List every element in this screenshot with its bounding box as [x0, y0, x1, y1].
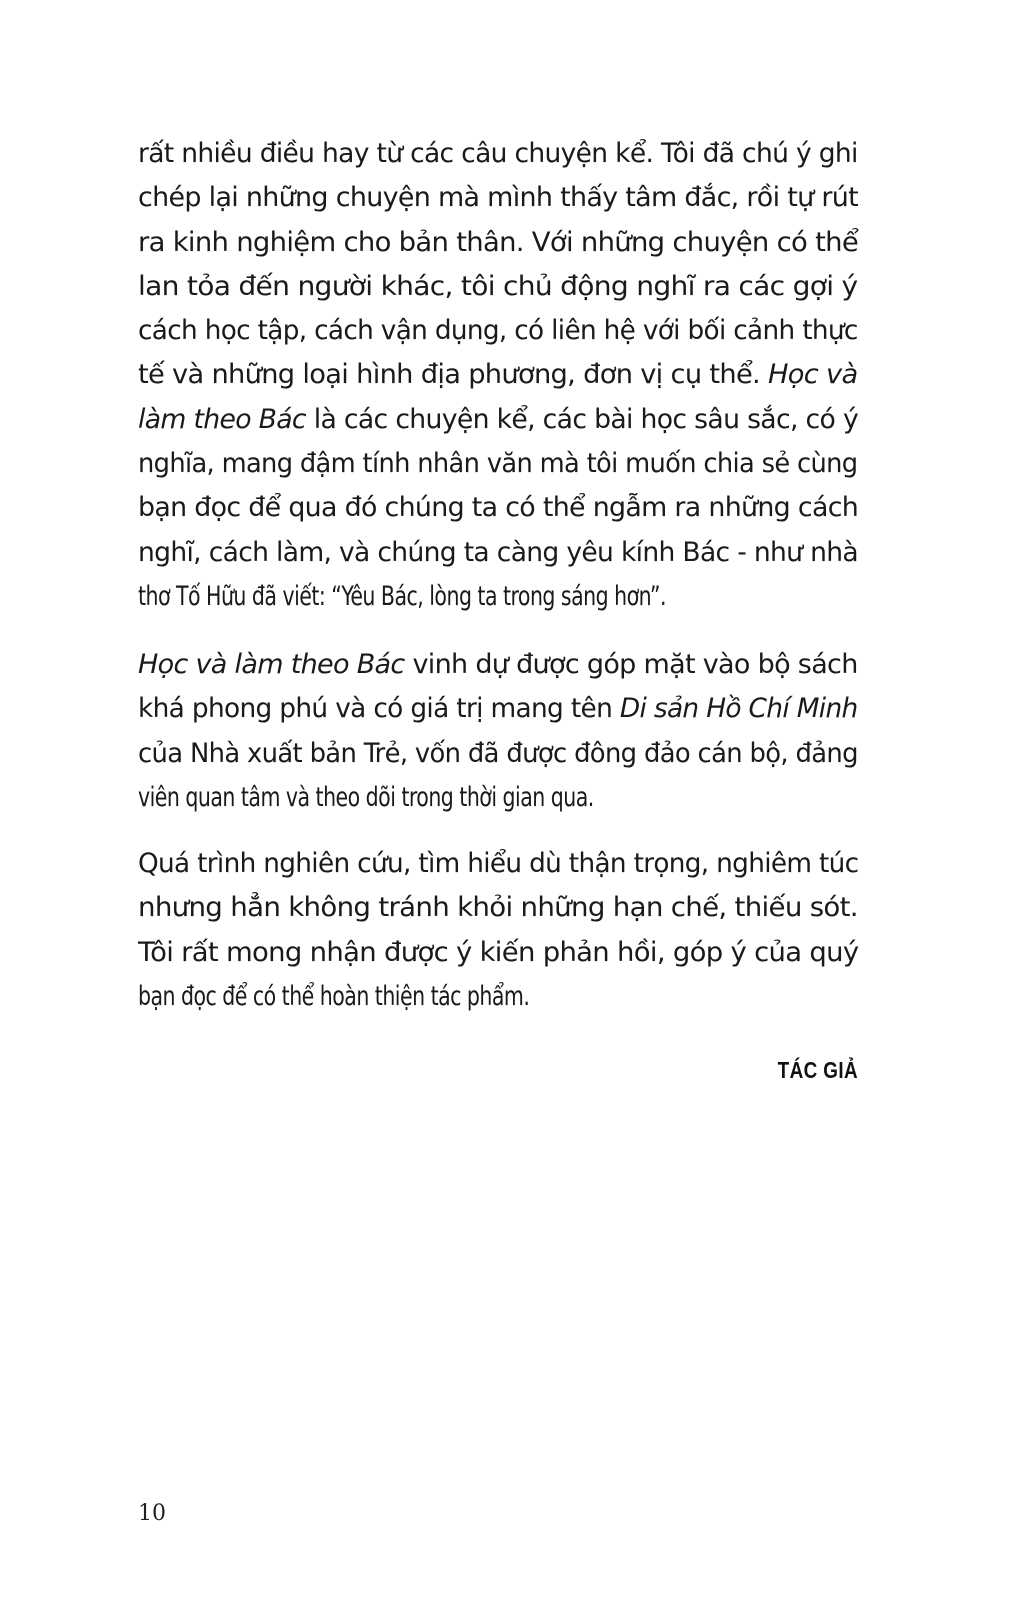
body-text: Tôi rất mong nhận được ý kiến phản hồi, góp ý của quý — [138, 936, 859, 968]
text-line — [138, 886, 858, 930]
paragraph-1 — [138, 132, 858, 619]
text-line — [138, 842, 858, 886]
text-line — [138, 643, 858, 687]
body-text: rất nhiều điều hay từ các câu chuyện kể. Tôi đã chú ý ghi — [138, 138, 858, 169]
body-text: vinh dự được góp mặt vào bộ sách — [404, 649, 858, 680]
body-text: của Nhà xuất bản Trẻ, vốn đã được đông đảo cán bộ, đảng — [138, 737, 858, 769]
text-line — [138, 309, 858, 353]
italic-title-text: Học và làm theo Bác — [138, 649, 405, 680]
text-line — [138, 353, 858, 397]
body-text: khá phong phú và có giá trị mang tên — [138, 693, 620, 725]
text-line — [138, 931, 858, 975]
body-text: Quá trình nghiên cứu, tìm hiểu dù thận trọng, nghiêm túc — [138, 848, 859, 879]
text-line — [138, 732, 858, 776]
text-line — [138, 531, 858, 575]
body-text: nhưng hẳn không tránh khỏi những hạn chế, thiếu sót. — [138, 892, 858, 924]
paragraph-3 — [138, 842, 858, 1019]
body-text: nghĩ, cách làm, và chúng ta càng yêu kính Bác - như nhà — [138, 536, 858, 568]
text-line — [138, 486, 858, 530]
italic-title-text: làm theo Bác — [138, 403, 306, 435]
body-text: ra kinh nghiệm cho bản thân. Với những chuyện có thể — [138, 226, 859, 258]
text-line — [138, 221, 858, 265]
body-text: viên quan tâm và theo dõi trong thời gian qua. — [138, 781, 594, 813]
text-line — [138, 398, 858, 442]
text-line — [138, 975, 529, 1019]
text-line — [138, 265, 858, 309]
page-number: 10 — [138, 1501, 166, 1526]
author-signature: TÁC GIẢ — [777, 1057, 858, 1083]
paragraph-2 — [138, 643, 858, 820]
text-line — [138, 176, 858, 220]
body-text: bạn đọc để qua đó chúng ta có thể ngẫm ra những cách — [138, 492, 859, 524]
body-text: bạn đọc để có thể hoàn thiện tác phẩm. — [138, 980, 530, 1012]
text-line — [138, 687, 858, 731]
body-text: chép lại những chuyện mà mình thấy tâm đắc, rồi tự rút — [138, 182, 858, 214]
italic-title-text: Di sản Hồ Chí Minh — [619, 693, 858, 725]
body-text: thơ Tố Hữu đã viết: “Yêu Bác, lòng ta trong sáng hơn”. — [138, 580, 666, 612]
text-line — [138, 575, 666, 619]
body-text: tế và những loại hình địa phương, đơn vị cụ thể. — [138, 359, 768, 391]
body-text: cách học tập, cách vận dụng, có liên hệ với bối cảnh thực — [138, 315, 858, 347]
body-text: nghĩa, mang đậm tính nhân văn mà tôi muốn chia sẻ cùng — [138, 448, 858, 480]
italic-title-text: Học và — [767, 359, 858, 391]
body-text: là các chuyện kể, các bài học sâu sắc, có ý — [305, 403, 859, 435]
text-line — [138, 776, 594, 820]
body-text: lan tỏa đến người khác, tôi chủ động nghĩ ra các gợi ý — [138, 270, 858, 302]
text-line — [138, 132, 858, 176]
text-line — [138, 442, 858, 486]
